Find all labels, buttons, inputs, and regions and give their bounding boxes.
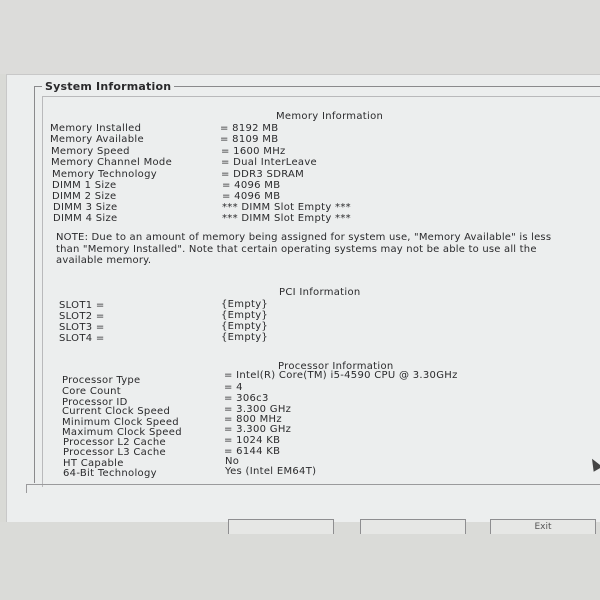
64bit-technology-value: Yes (Intel EM64T)	[225, 466, 317, 477]
processor-l3-cache-label: Processor L3 Cache	[63, 447, 166, 458]
dimm1-size-label: DIMM 1 Size	[52, 180, 117, 191]
processor-type-label: Processor Type	[62, 375, 141, 386]
processor-l2-cache-value: = 1024 KB	[224, 435, 281, 446]
memory-available-label: Memory Available	[50, 134, 144, 145]
memory-section-title: Memory Information	[276, 111, 384, 122]
memory-channel-mode-label: Memory Channel Mode	[51, 157, 173, 168]
core-count-value: = 4	[224, 382, 243, 393]
memory-note: NOTE: Due to an amount of memory being assigned for system use, "Memory Available" is less than "Memory Installed". Note that certain operating systems may not be able to use all the available memory.	[56, 232, 552, 266]
window-title: System Information	[42, 80, 174, 93]
memory-speed-value: = 1600 MHz	[221, 146, 286, 157]
minimum-clock-speed-value: = 800 MHz	[224, 414, 282, 425]
slot3-value: {Empty}	[221, 321, 269, 332]
dimm2-size-value: = 4096 MB	[222, 191, 281, 202]
memory-technology-value: = DDR3 SDRAM	[221, 169, 305, 180]
dimm1-size-value: = 4096 MB	[222, 180, 281, 191]
slot2-label: SLOT2 =	[59, 311, 105, 322]
processor-type-value: = Intel(R) Core(TM) i5-4590 CPU @ 3.30GHz	[224, 370, 458, 381]
ht-capable-value: No	[225, 456, 240, 467]
dimm2-size-label: DIMM 2 Size	[52, 191, 117, 202]
slot4-value: {Empty}	[221, 332, 269, 343]
processor-l3-cache-value: = 6144 KB	[224, 446, 281, 457]
processor-id-label: Processor ID	[62, 397, 128, 408]
current-clock-speed-value: = 3.300 GHz	[224, 404, 292, 415]
maximum-clock-speed-label: Maximum Clock Speed	[62, 427, 182, 438]
slot2-value: {Empty}	[221, 310, 269, 321]
dimm3-size-value: *** DIMM Slot Empty ***	[222, 202, 351, 213]
slot4-label: SLOT4 =	[59, 333, 105, 344]
dimm4-size-value: *** DIMM Slot Empty ***	[222, 213, 351, 224]
monitor-bezel-top	[0, 0, 600, 74]
slot1-label: SLOT1 =	[59, 300, 105, 311]
minimum-clock-speed-label: Minimum Clock Speed	[62, 417, 179, 428]
memory-technology-label: Memory Technology	[52, 169, 157, 180]
maximum-clock-speed-value: = 3.300 GHz	[224, 424, 292, 435]
processor-section-title: Processor Information	[278, 361, 394, 372]
button-left[interactable]	[228, 519, 334, 534]
button-middle[interactable]	[360, 519, 466, 534]
ht-capable-label: HT Capable	[63, 458, 124, 469]
core-count-label: Core Count	[62, 386, 122, 397]
memory-installed-value: = 8192 MB	[220, 123, 279, 134]
slot3-label: SLOT3 =	[59, 322, 105, 333]
bottom-frame-edge	[26, 484, 600, 493]
dimm4-size-label: DIMM 4 Size	[53, 213, 118, 224]
slot1-value: {Empty}	[221, 299, 269, 310]
exit-button[interactable]: Exit	[490, 519, 596, 534]
memory-channel-mode-value: = Dual InterLeave	[221, 157, 317, 168]
64bit-technology-label: 64-Bit Technology	[63, 468, 157, 479]
pci-section-title: PCI Information	[279, 287, 361, 298]
memory-installed-label: Memory Installed	[50, 123, 142, 134]
processor-l2-cache-label: Processor L2 Cache	[63, 437, 166, 448]
processor-id-value: = 306c3	[224, 393, 269, 404]
memory-speed-label: Memory Speed	[51, 146, 130, 157]
memory-available-value: = 8109 MB	[220, 134, 279, 145]
dimm3-size-label: DIMM 3 Size	[53, 202, 118, 213]
current-clock-speed-label: Current Clock Speed	[62, 406, 171, 417]
